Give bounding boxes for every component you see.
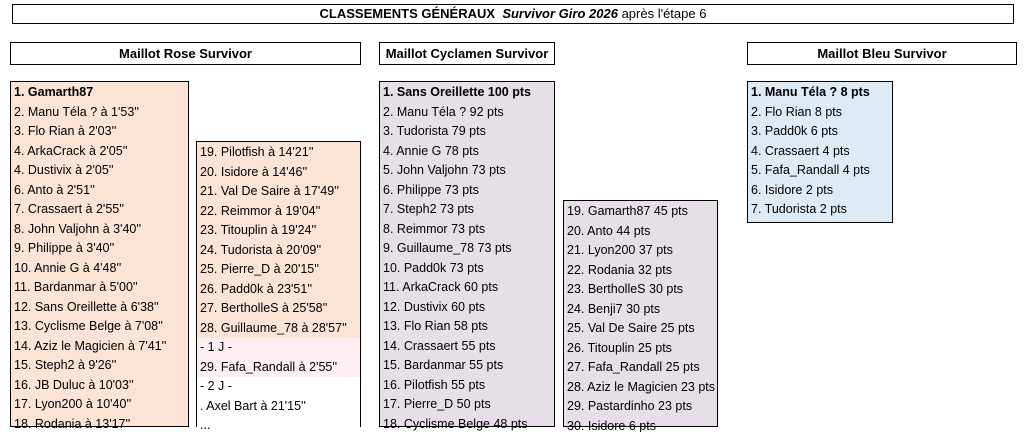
- ranking-row: 14. Aziz le Magicien à 7'41'': [14, 338, 167, 353]
- ranking-row: 5. John Valjohn 73 pts: [383, 163, 506, 177]
- ranking-row: . Axel Bart à 21'15'': [197, 397, 360, 417]
- ranking-row: 29. Pastardinho 23 pts: [567, 399, 693, 413]
- ranking-row: 20. Isidore à 14'46'': [200, 164, 308, 179]
- ranking-row: 27. Fafa_Randall 25 pts: [567, 360, 700, 374]
- title-event: Survivor Giro 2026: [502, 6, 618, 21]
- ranking-row: 4. Annie G 78 pts: [383, 143, 479, 158]
- ranking-row: 18. Rodania à 13'17'': [14, 416, 131, 431]
- ranking-row: 19. Gamarth87 45 pts: [567, 204, 688, 218]
- ranking-row: 26. Titouplin 25 pts: [567, 340, 672, 355]
- ranking-row: 12. Sans Oreillette à 6'38'': [14, 299, 159, 314]
- ranking-row: ...: [197, 416, 360, 432]
- header-maillot-bleu: Maillot Bleu Survivor: [747, 42, 1017, 65]
- ranking-row: 7. Steph2 73 pts: [383, 202, 475, 216]
- title-stage: après l'étape 6: [621, 6, 707, 21]
- bleu-ranking-list: [747, 81, 893, 223]
- ranking-row: 13. Flo Rian 58 pts: [383, 319, 488, 333]
- ranking-row: 28. Aziz le Magicien 23 pts: [567, 379, 715, 394]
- ranking-row: 7. Tudorista 2 pts: [751, 202, 847, 216]
- ranking-row: 17. Lyon200 à 10'40'': [14, 397, 132, 411]
- ranking-row: 2. Manu Téla ? à 1'53'': [14, 104, 140, 119]
- ranking-row: 14. Crassaert 55 pts: [383, 338, 496, 353]
- ranking-row: 22. Reimmor à 19'04'': [200, 203, 321, 218]
- ranking-row: 5. Fafa_Randall 4 pts: [751, 163, 870, 177]
- rose-ranking-list-2: [196, 141, 361, 432]
- ranking-row: 4. Dustivix à 2'05'': [14, 163, 114, 177]
- ranking-row: 16. JB Duluc à 10'03'': [14, 377, 134, 392]
- ranking-row: 23. BertholleS 30 pts: [567, 282, 684, 296]
- ranking-row: 23. Titouplin à 19'24'': [200, 223, 317, 237]
- ranking-row: 9. Philippe à 3'40'': [14, 241, 115, 255]
- ranking-row: 21. Lyon200 37 pts: [567, 243, 673, 257]
- ranking-row: 17. Pierre_D 50 pts: [383, 397, 491, 411]
- header-maillot-rose: Maillot Rose Survivor: [10, 42, 361, 65]
- ranking-row: 6. Isidore 2 pts: [751, 182, 833, 197]
- ranking-row: 25. Val De Saire 25 pts: [567, 321, 695, 335]
- ranking-row: 21. Val De Saire à 17'49'': [200, 184, 339, 198]
- ranking-row: - 2 J -: [197, 377, 360, 397]
- ranking-row: 2. Flo Rian 8 pts: [751, 104, 843, 119]
- ranking-row: 19. Pilotfish à 14'21'': [200, 145, 314, 159]
- page-title: [12, 4, 1014, 24]
- ranking-row: 3. Tudorista 79 pts: [383, 124, 486, 138]
- ranking-row: 29. Fafa_Randall à 2'55'': [197, 358, 360, 378]
- ranking-row: 16. Pilotfish 55 pts: [383, 377, 486, 392]
- ranking-row: 6. Philippe 73 pts: [383, 182, 479, 197]
- ranking-row: 10. Padd0k 73 pts: [383, 260, 484, 275]
- ranking-row: 6. Anto à 2'51'': [14, 182, 95, 197]
- ranking-row: 8. John Valjohn à 3'40'': [14, 221, 142, 236]
- ranking-row: 27. BertholleS à 25'58'': [200, 301, 328, 315]
- ranking-row: 11. ArkaCrack 60 pts: [383, 280, 499, 294]
- cyclamen-ranking-list-1: [379, 81, 555, 431]
- ranking-row: 22. Rodania 32 pts: [567, 262, 672, 277]
- rose-ranking-list-1: [10, 81, 189, 431]
- ranking-row: 1. Sans Oreillette 100 pts: [383, 85, 531, 99]
- ranking-row: 18. Cyclisme Belge 48 pts: [383, 416, 528, 431]
- ranking-row: 24. Tudorista à 20'09'': [200, 242, 322, 257]
- ranking-row: 28. Guillaume_78 à 28'57'': [200, 320, 347, 335]
- ranking-row: 9. Guillaume_78 73 pts: [383, 241, 512, 255]
- ranking-row: - 1 J -: [197, 338, 360, 358]
- title-main: CLASSEMENTS GÉNÉRAUX: [319, 6, 496, 21]
- header-maillot-cyclamen: Maillot Cyclamen Survivor: [379, 42, 555, 65]
- ranking-row: 30. Isidore 6 pts: [567, 418, 656, 432]
- ranking-row: 12. Dustivix 60 pts: [383, 299, 486, 314]
- ranking-row: 15. Steph2 à 9'26'': [14, 358, 117, 372]
- ranking-row: 3. Padd0k 6 pts: [751, 124, 838, 138]
- ranking-row: 2. Manu Téla ? 92 pts: [383, 104, 504, 119]
- ranking-row: 10. Annie G à 4'48'': [14, 260, 122, 275]
- ranking-row: 4. Crassaert 4 pts: [751, 143, 850, 158]
- ranking-row: 1. Manu Téla ? 8 pts: [751, 85, 870, 99]
- ranking-row: 15. Bardanmar 55 pts: [383, 358, 504, 372]
- ranking-row: 24. Benji7 30 pts: [567, 301, 661, 316]
- ranking-row: 20. Anto 44 pts: [567, 223, 651, 238]
- ranking-row: 3. Flo Rian à 2'03'': [14, 124, 117, 138]
- ranking-row: 8. Reimmor 73 pts: [383, 221, 486, 236]
- ranking-row: 11. Bardanmar à 5'00'': [14, 280, 138, 294]
- ranking-row: 26. Padd0k à 23'51'': [200, 281, 313, 296]
- ranking-row: 1. Gamarth87: [14, 85, 94, 99]
- ranking-row: 7. Crassaert à 2'55'': [14, 202, 124, 216]
- ranking-row: 4. ArkaCrack à 2'05'': [14, 143, 128, 158]
- ranking-row: 25. Pierre_D à 20'15'': [200, 262, 320, 276]
- ranking-row: 13. Cyclisme Belge à 7'08'': [14, 319, 163, 333]
- cyclamen-ranking-list-2: [563, 200, 718, 432]
